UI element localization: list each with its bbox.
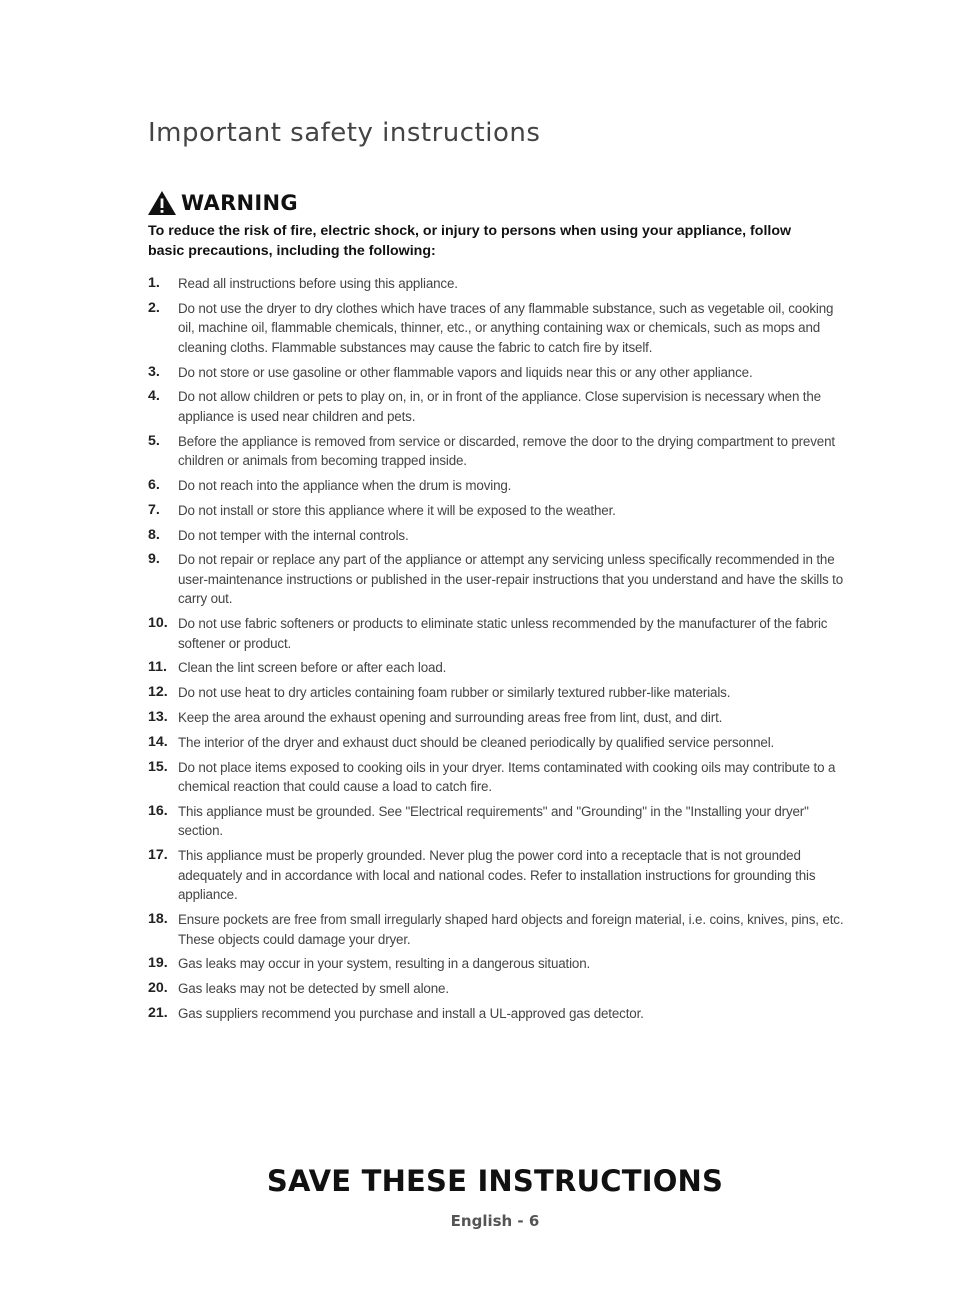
item-number: 7. — [148, 501, 160, 518]
instruction-list — [148, 274, 848, 1029]
item-text: Do not allow children or pets to play on, in, or in front of the appliance. Close supervision is necessary when the appliance is used near children and pets. — [178, 389, 821, 424]
item-text: The interior of the dryer and exhaust duct should be cleaned periodically by qualified service personnel. — [178, 734, 775, 750]
item-text: Clean the lint screen before or after each load. — [178, 660, 447, 676]
list-item — [148, 683, 848, 703]
item-text: Do not reach into the appliance when the drum is moving. — [178, 477, 512, 493]
item-text: Do not install or store this appliance where it will be exposed to the weather. — [178, 502, 616, 518]
list-item — [148, 274, 848, 294]
list-item — [148, 708, 848, 728]
item-number: 15. — [148, 758, 168, 775]
list-item — [148, 550, 848, 609]
item-number: 12. — [148, 684, 168, 701]
item-text: Keep the area around the exhaust opening and surrounding areas free from lint, dust, and dirt. — [178, 710, 723, 726]
item-text: Do not use fabric softeners or products to eliminate static unless recommended by the manufacturer of the fabric softener or product. — [178, 616, 828, 651]
list-item — [148, 1004, 848, 1024]
item-text: Read all instructions before using this appliance. — [178, 276, 458, 291]
item-number: 19. — [148, 955, 168, 972]
item-number: 10. — [148, 615, 168, 632]
item-number: 14. — [148, 733, 168, 750]
item-number: 17. — [148, 847, 168, 864]
item-text: Before the appliance is removed from service or discarded, remove the door to the drying compartment to prevent children or animals from becoming trapped inside. — [178, 433, 835, 469]
warning-icon — [147, 190, 177, 216]
list-item — [148, 363, 848, 383]
item-text: Gas leaks may occur in your system, resulting in a dangerous situation. — [178, 956, 591, 972]
item-text: Gas leaks may not be detected by smell alone. — [178, 981, 449, 997]
item-text: Do not place items exposed to cooking oils in your dryer. Items contaminated with cooking oils may contribute to a chemical reaction that could cause a load to catch fire. — [178, 759, 836, 795]
item-number: 8. — [148, 526, 160, 543]
item-number: 9. — [148, 551, 160, 568]
item-text: Do not repair or replace any part of the appliance or attempt any servicing unless specifically recommended in the user-maintenance instructions or published in the user-repair instructions that you understand and have the skills to carry out. — [178, 552, 844, 607]
item-text: Gas suppliers recommend you purchase and install a UL-approved gas detector. — [178, 1005, 644, 1021]
save-instructions-heading: SAVE THESE INSTRUCTIONS — [266, 1164, 724, 1198]
warning-intro: To reduce the risk of fire, electric shock, or injury to persons when using your appliance, follow basic precautions, including the following: — [148, 223, 792, 259]
item-text: Do not use heat to dry articles containing foam rubber or similarly textured rubber-like materials. — [178, 685, 731, 701]
list-item — [148, 526, 848, 546]
list-item — [148, 979, 848, 999]
list-item — [148, 299, 848, 358]
item-number: 6. — [148, 476, 160, 493]
item-text: Do not temper with the internal controls. — [178, 527, 409, 543]
item-number: 11. — [148, 659, 167, 676]
item-number: 4. — [148, 388, 160, 405]
item-number: 16. — [148, 802, 168, 819]
list-item — [148, 733, 848, 753]
list-item — [148, 432, 848, 471]
list-item — [148, 387, 848, 426]
item-text: Do not use the dryer to dry clothes which have traces of any flammable substance, such as vegetable oil, cooking oil, machine oil, flammable chemicals, thinner, etc., or anything containing wax or chemicals, such as mops and cleaning cloths. Flammable substances may cause the fabric to catch fire by itself. — [178, 300, 834, 355]
item-number: 2. — [148, 299, 160, 316]
item-text: This appliance must be properly grounded. Never plug the power cord into a receptacle that is not grounded adequately and in accordance with local and national codes. Refer to installation instructions for grounding this appliance. — [178, 848, 816, 903]
item-number: 21. — [148, 1004, 168, 1021]
list-item — [148, 501, 848, 521]
list-item — [148, 846, 848, 905]
warning-heading — [147, 190, 298, 216]
item-number: 1. — [148, 275, 160, 291]
item-number: 5. — [148, 432, 160, 449]
item-text: Do not store or use gasoline or other flammable vapors and liquids near this or any other appliance. — [178, 364, 753, 380]
list-item — [148, 658, 848, 678]
list-item — [148, 910, 848, 949]
list-item — [148, 954, 848, 974]
item-number: 3. — [148, 363, 160, 380]
list-item — [148, 614, 848, 653]
item-number: 13. — [148, 709, 168, 726]
page-footer: English - 6 — [450, 1212, 540, 1230]
list-item — [148, 758, 848, 797]
warning-label: WARNING — [181, 191, 298, 215]
list-item — [148, 802, 848, 841]
item-number: 18. — [148, 911, 168, 928]
item-number: 20. — [148, 980, 168, 997]
page-title: Important safety instructions — [148, 118, 541, 148]
item-text: Ensure pockets are free from small irregularly shaped hard objects and foreign material, i.e. coins, knives, pins, etc. These objects could damage your dryer. — [178, 912, 844, 947]
list-item — [148, 476, 848, 496]
item-text: This appliance must be grounded. See "Electrical requirements" and "Grounding" in the "Installing your dryer" section. — [178, 803, 809, 839]
